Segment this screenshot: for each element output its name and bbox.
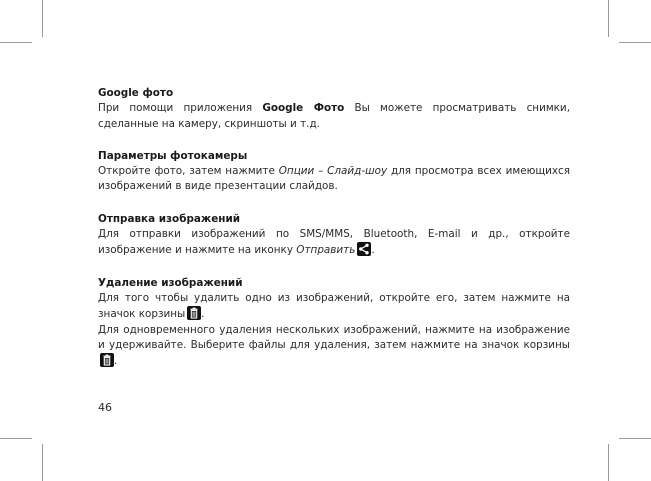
text-run: Для того чтобы удалить одно из изображений, откройте его, затем нажмите на значок корзины: [98, 291, 570, 321]
page-content: [98, 86, 570, 386]
text-run: Откройте фото, затем нажмите: [98, 165, 279, 178]
section-paragraph: [98, 164, 570, 195]
crop-mark-bottom-left: [42, 444, 43, 481]
section-camera-settings: [98, 149, 570, 195]
text-run: Вы можете просматривать снимки, сделанные на камеру, скриншоты и т.д.: [98, 102, 570, 130]
text-run: для просмотра всех имеющихся изображений в виде презентации слайдов.: [98, 165, 570, 193]
crop-mark-left-bottom: [0, 438, 32, 439]
text-run: .: [371, 244, 375, 257]
section-heading: Удаление изображений: [98, 276, 243, 289]
crop-mark-bottom-right: [608, 444, 609, 481]
crop-mark-top-right: [608, 0, 609, 37]
text-run: .: [201, 308, 205, 321]
section-google-photos: [98, 86, 570, 132]
menu-path: Опции – Слайд-шоу: [278, 165, 388, 178]
share-icon: [357, 242, 371, 256]
section-heading: Параметры фотокамеры: [98, 149, 248, 162]
crop-mark-left-top: [0, 42, 32, 43]
text-run: Для одновременного удаления нескольких изображений, нажмите на изображение и удерживайте. Выберите файлы для удаления, затем нажмите на значок корзины: [98, 323, 570, 351]
crop-mark-right-bottom: [619, 438, 651, 439]
section-paragraph: [98, 101, 570, 132]
page-number: 46: [98, 401, 112, 414]
section-paragraph: [98, 323, 570, 370]
trash-icon: [100, 353, 114, 367]
text-run: .: [114, 355, 118, 368]
section-delete-images: [98, 276, 570, 370]
crop-mark-right-top: [619, 42, 651, 43]
app-name: Google Фото: [262, 102, 345, 115]
text-run: Для отправки изображений по SMS/MMS, Bluetooth, E-mail и др., откройте изображение и нажмите на иконку: [98, 228, 570, 257]
action-name: Отправить: [296, 244, 356, 257]
section-paragraph: [98, 227, 570, 259]
trash-icon: [187, 306, 201, 320]
section-paragraph: [98, 291, 570, 323]
crop-mark-top-left: [42, 0, 43, 37]
section-heading: Отправка изображений: [98, 212, 241, 225]
section-send-images: [98, 212, 570, 259]
text-run: При помощи приложения: [98, 102, 263, 115]
section-heading: Google фото: [98, 87, 174, 99]
